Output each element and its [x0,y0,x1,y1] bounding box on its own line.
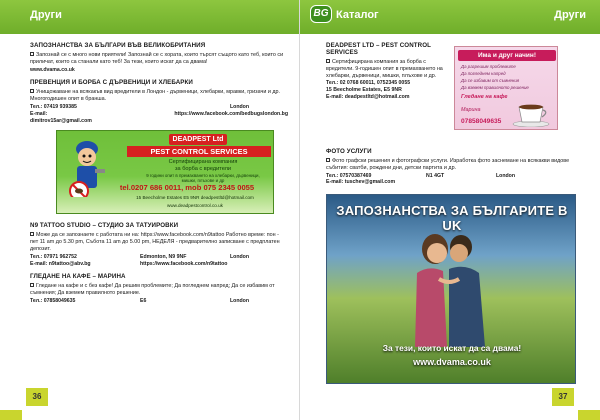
spacer [140,104,230,111]
contact-row [30,298,288,305]
pest-tagline [143,159,263,183]
footer-bar [578,410,600,420]
left-header-bar [0,0,300,34]
listing-text [30,283,288,297]
coffee-ad-name: Марина [461,107,481,113]
listing-description: Гледане на кафе и с без кафе! Да решим проблемите; Да погледнем напред; Да се избавим от съмнения; Да вземем правилното решение. [30,283,275,297]
listing-text [326,59,446,79]
listing-description: Унищожаване на всякакъв вид вредители в Лондон - дървеници, хлебарки, мравки, гризачи и др. Многогодишен опит в бранша. [30,89,281,103]
pest-website[interactable]: www.deadpestcontrol.co.uk [167,203,223,209]
city-value: London [230,297,250,304]
contact-row [326,179,584,186]
email-link[interactable]: E-mail: deadpestltd@hotmail.com [326,93,410,100]
listing-tattoo [30,222,288,267]
coffee-ad-line: Да се избавим от съмнения [461,78,520,83]
listing-title: ПРЕВЕНЦИЯ И БОРБА С ДЪРВЕНИЦИ И ХЛЕБАРКИ [30,79,193,87]
pest-address-text: 15 Beecholme Estates E5 9NR [136,195,200,201]
postcode-value: N1 4GT [426,172,445,179]
coffee-cup-icon [511,101,551,127]
coffee-ad-subtitle: Гледане на кафе [461,94,508,100]
pest-address [117,195,273,200]
city-value: London [496,172,516,179]
listing-description: Фото графски решения и фотографски услуги. Изработка фото заснемане на всякакви видове събития: сватби, рождени дни, детски партита и др. [326,158,570,171]
left-header-title: Други [30,9,62,21]
listing-text [30,232,288,252]
email-link[interactable]: E-mail: tuschev@gmail.com [326,179,396,186]
coffee-ad-phone: 07858049635 [461,118,502,125]
listing-description: Запознай се с много нови приятели! Запознай се с хората, които търсят същото като теб, които си приличат, които са станали като теб! За тези, които искат да са двама! [30,52,284,65]
listing-title: N9 TATTOO STUDIO – СТУДИО ЗА ТАТУИРОВКИ [30,222,179,230]
coffee-ad-header: Има и друг начин! [458,50,556,61]
dating-ad-url[interactable]: www.dvama.co.uk [413,357,491,367]
right-header-title: Други [554,9,586,21]
phone-value: Тел.: 02 0768 60011, 0752345 0055 [326,80,411,87]
address-value: Edmonton, N9 9NF [140,253,187,260]
listing-title: ЗАПОЗНАНСТВА ЗА БЪЛГАРИ ВЪВ ВЕЛИКОБРИТАНИЯ [30,42,206,49]
phone-value: Тел.: 07419 939385 [30,103,77,110]
pest-logo: DEADPEST Ltd [169,134,227,145]
listing-dating [30,42,288,73]
contact-row [30,67,288,74]
pest-control-ad[interactable] [56,130,274,214]
email-link[interactable]: E-mail: dimitrov15ar@gmail.com [30,110,92,124]
checkbox-icon [326,158,330,162]
website-link[interactable]: www.dvama.co.uk [30,66,75,73]
right-page [300,0,600,420]
footer-bar [0,410,22,420]
left-footer [0,388,300,420]
contact-row [326,87,446,94]
page-number: 36 [26,388,48,406]
city-value: London [230,253,250,260]
contact-row [30,111,288,125]
phone-value: Тел.: 07570387469 [326,172,372,179]
contact-row [30,254,288,261]
checkbox-icon [326,59,330,63]
catalog-label: Каталог [336,9,379,21]
facebook-link[interactable]: https://www.facebook.com/n9tattoo [140,260,228,267]
checkbox-icon [30,283,34,287]
contact-row [326,173,584,180]
address-value: 15 Beecholme Estates, E5 9NR [326,87,402,94]
postcode-value: E6 [140,297,147,304]
listing-text [30,89,288,103]
right-footer [300,388,600,420]
contact-row [326,80,446,87]
dating-ad-caption: За тези, които искат да са двама! [382,343,522,353]
pest-email: deadpestltd@hotmail.com [200,195,254,201]
right-content [326,42,584,192]
page-number: 37 [552,388,574,406]
couple-photo-icon [399,223,499,347]
facebook-link[interactable]: https://www.facebook.com/bedbugslondon.bg [174,110,288,117]
pest-line-1: Сертифицирана компания [168,159,238,166]
phone-value: Тел.: 07971 962752 [30,253,77,260]
checkbox-icon [30,52,34,56]
listing-title: ФОТО УСЛУГИ [326,148,372,155]
listing-deadpest [326,42,446,101]
pest-phone: tel.0207 686 0011, mob 075 2345 0055 [119,183,255,193]
listing-title: DEADPEST LTD – PEST CONTROL SERVICES [326,42,431,56]
listing-photo [326,148,584,186]
city-value: London [230,103,250,110]
listing-description: Сертифицирана компания за борба с вредители. 9-годишен опит в премахването на хлебарки, дървеници, мишки, плъхове и др. [326,59,443,79]
listing-coffee [30,273,288,304]
phone-value: Тел.: 07858049635 [30,297,76,304]
catalog-badge: BG [310,5,332,23]
spacer [109,111,174,125]
coffee-ad-line: Да разрешим проблемите [461,64,516,69]
coffee-ad-line: Да вземем правилното решение [461,85,529,90]
listing-text [30,52,288,66]
checkbox-icon [30,232,34,236]
dating-ad-headline: ЗАПОЗНАНСТВА ЗА БЪЛГАРИТЕ В UK [336,203,568,233]
top-block [326,42,584,142]
coffee-reading-ad[interactable] [454,46,558,130]
contact-row [30,104,288,111]
pest-line-3: 9 години опит в премахването на хлебарки, дървеници, мишки, плъхове и др [146,172,260,183]
pest-banner: PEST CONTROL SERVICES [127,146,271,157]
right-header-bar [300,0,600,34]
coffee-ad-line: Да погледнем напред [461,71,506,76]
pest-line-2: за борба с вредители [174,165,232,172]
checkbox-icon [30,89,34,93]
listing-title: ГЛЕДАНЕ НА КАФЕ – МАРИНА [30,273,126,281]
listing-description: Може да се запознаете с работата ни на: https://www.facebook.com/n9tattoo Работно време: пон - пет 11 am до 5.30 pm, Събота 11 am до 5.00 pm, НЕДЕЛЯ - предварително записване с предплатен депозит. [30,232,280,252]
listing-pest [30,79,288,124]
dating-site-ad[interactable] [326,194,576,384]
left-content [30,42,288,311]
contact-row [30,261,288,268]
email-link[interactable]: E-mail: n9tattoo@abv.bg [30,260,91,267]
contact-row [326,94,446,101]
listing-text [326,158,584,172]
